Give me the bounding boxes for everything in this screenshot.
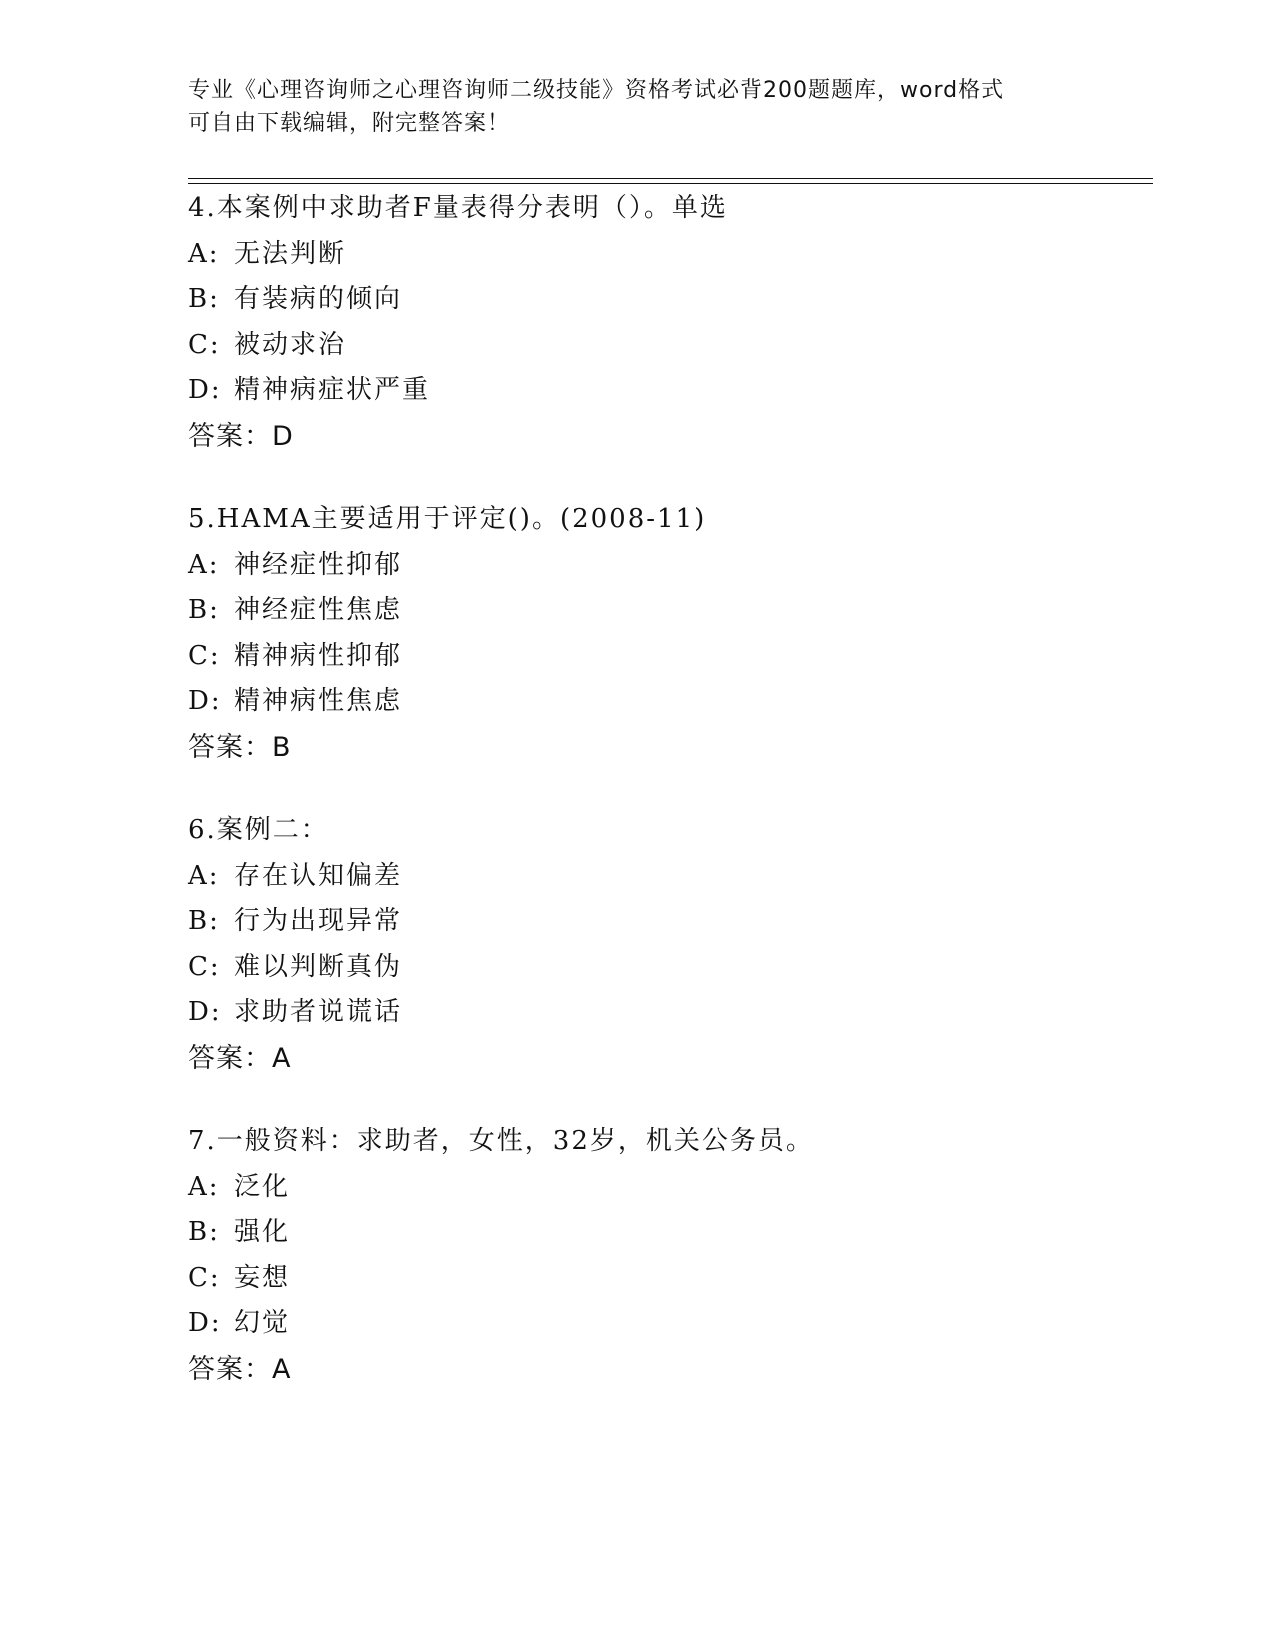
question-stem: 5.HAMA主要适用于评定()。(2008-11) — [188, 504, 707, 534]
option-letter: C: — [188, 640, 221, 671]
option-text: 精神病症状严重 — [234, 375, 431, 405]
option-letter: D: — [188, 1308, 222, 1338]
option-letter: D: — [188, 375, 222, 405]
option-c — [188, 945, 1148, 991]
option-d — [188, 679, 1148, 725]
question-5 — [188, 497, 1148, 770]
option-letter: A: — [188, 860, 220, 891]
option-letter: B: — [188, 284, 220, 314]
answer-line: 答案：D — [188, 420, 294, 452]
option-letter: C: — [188, 951, 221, 982]
question-stem: 4.本案例中求助者F量表得分表明（）。单选 — [188, 193, 728, 223]
option-letter: A: — [188, 238, 220, 269]
option-text: 神经症性焦虑 — [234, 595, 403, 625]
option-text: 泛化 — [234, 1171, 291, 1202]
option-c — [188, 323, 1148, 369]
option-letter: D: — [188, 997, 222, 1027]
option-b — [188, 1210, 1148, 1256]
header-line-1: 专业《心理咨询师之心理咨询师二级技能》资格考试必背200题题库，word格式 — [188, 78, 1005, 103]
option-c — [188, 634, 1148, 680]
option-b — [188, 277, 1148, 323]
question-4 — [188, 186, 1148, 459]
option-a — [188, 1165, 1148, 1211]
answer-line: 答案：B — [188, 731, 292, 763]
question-list — [188, 186, 1148, 1430]
option-d — [188, 990, 1148, 1036]
question-6 — [188, 808, 1148, 1081]
question-7 — [188, 1119, 1148, 1392]
question-stem: 6.案例二： — [188, 815, 329, 845]
option-letter: B: — [188, 906, 220, 936]
option-b — [188, 588, 1148, 634]
option-text: 被动求治 — [234, 329, 347, 360]
option-letter: B: — [188, 595, 220, 625]
option-b — [188, 899, 1148, 945]
header-divider-top — [188, 178, 1153, 179]
option-letter: A: — [188, 549, 220, 580]
option-text: 妄想 — [234, 1262, 291, 1293]
option-d — [188, 1301, 1148, 1347]
option-letter: C: — [188, 1262, 221, 1293]
option-c — [188, 1256, 1148, 1302]
option-text: 求助者说谎话 — [234, 997, 403, 1027]
header-divider-bottom — [188, 183, 1153, 184]
option-text: 存在认知偏差 — [234, 860, 403, 891]
option-text: 行为出现异常 — [234, 906, 403, 936]
answer-line: 答案：A — [188, 1042, 292, 1074]
question-stem: 7.一般资料：求助者，女性，32岁，机关公务员。 — [188, 1126, 814, 1156]
option-text: 幻觉 — [234, 1308, 291, 1338]
option-d — [188, 368, 1148, 414]
option-text: 难以判断真伪 — [234, 951, 403, 982]
option-a — [188, 232, 1148, 278]
header-line-2: 可自由下载编辑，附完整答案！ — [188, 111, 511, 136]
option-a — [188, 854, 1148, 900]
option-letter: D: — [188, 686, 222, 716]
option-a — [188, 543, 1148, 589]
option-letter: A: — [188, 1171, 220, 1202]
option-text: 强化 — [234, 1217, 291, 1247]
option-letter: C: — [188, 329, 221, 360]
option-text: 精神病性焦虑 — [234, 686, 403, 716]
option-letter: B: — [188, 1217, 220, 1247]
option-text: 有装病的倾向 — [234, 284, 403, 314]
document-header — [188, 74, 1088, 140]
answer-line: 答案：A — [188, 1353, 292, 1385]
option-text: 无法判断 — [234, 238, 347, 269]
option-text: 神经症性抑郁 — [234, 549, 403, 580]
option-text: 精神病性抑郁 — [234, 640, 403, 671]
